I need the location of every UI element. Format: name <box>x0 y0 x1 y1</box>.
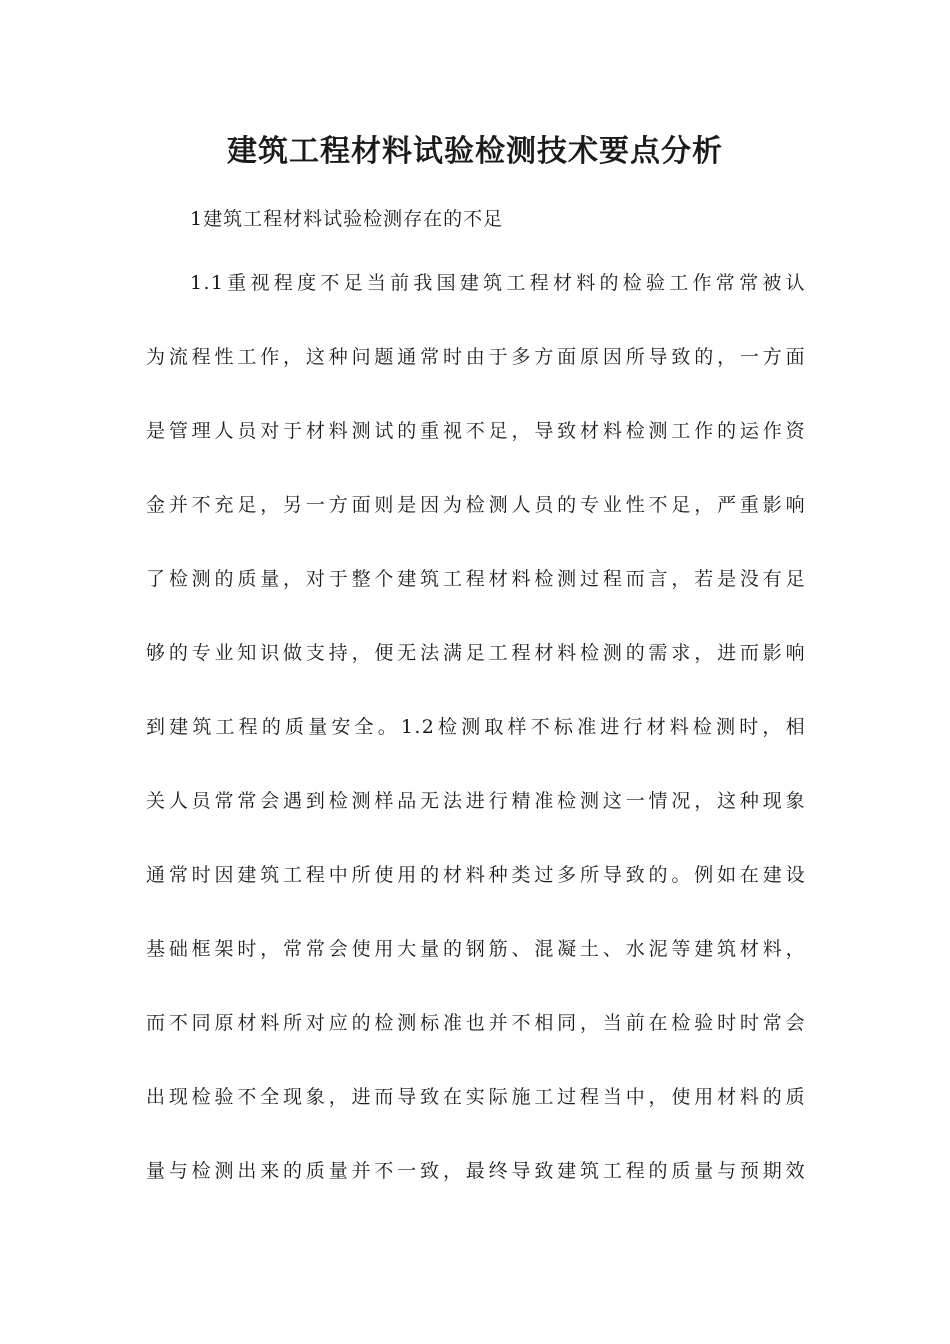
document-title: 建筑工程材料试验检测技术要点分析 <box>227 134 723 169</box>
body-line: 为流程性工作，这种问题通常时由于多方面原因所导致的，一方面 <box>146 346 806 368</box>
body-line: 是管理人员对于材料测试的重视不足，导致材料检测工作的运作资 <box>146 420 806 442</box>
body-line: 通常时因建筑工程中所使用的材料种类过多所导致的。例如在建设 <box>146 864 806 886</box>
section-heading: 1建筑工程材料试验检测存在的不足 <box>190 208 504 230</box>
body-line: 了检测的质量，对于整个建筑工程材料检测过程而言，若是没有足 <box>146 568 806 590</box>
body-line: 金并不充足，另一方面则是因为检测人员的专业性不足，严重影响 <box>146 494 806 516</box>
body-line: 够的专业知识做支持，便无法满足工程材料检测的需求，进而影响 <box>146 642 806 664</box>
body-line: 到建筑工程的质量安全。1.2检测取样不标准进行材料检测时，相 <box>146 716 806 738</box>
body-line: 基础框架时，常常会使用大量的钢筋、混凝土、水泥等建筑材料， <box>146 938 806 960</box>
body-line: 1.1重视程度不足当前我国建筑工程材料的检验工作常常被认 <box>190 272 806 294</box>
body-line: 出现检验不全现象，进而导致在实际施工过程当中，使用材料的质 <box>146 1086 806 1108</box>
body-line: 量与检测出来的质量并不一致，最终导致建筑工程的质量与预期效 <box>146 1160 806 1182</box>
body-line: 而不同原材料所对应的检测标准也并不相同，当前在检验时时常会 <box>146 1012 806 1034</box>
body-line: 关人员常常会遇到检测样品无法进行精准检测这一情况，这种现象 <box>146 790 806 812</box>
